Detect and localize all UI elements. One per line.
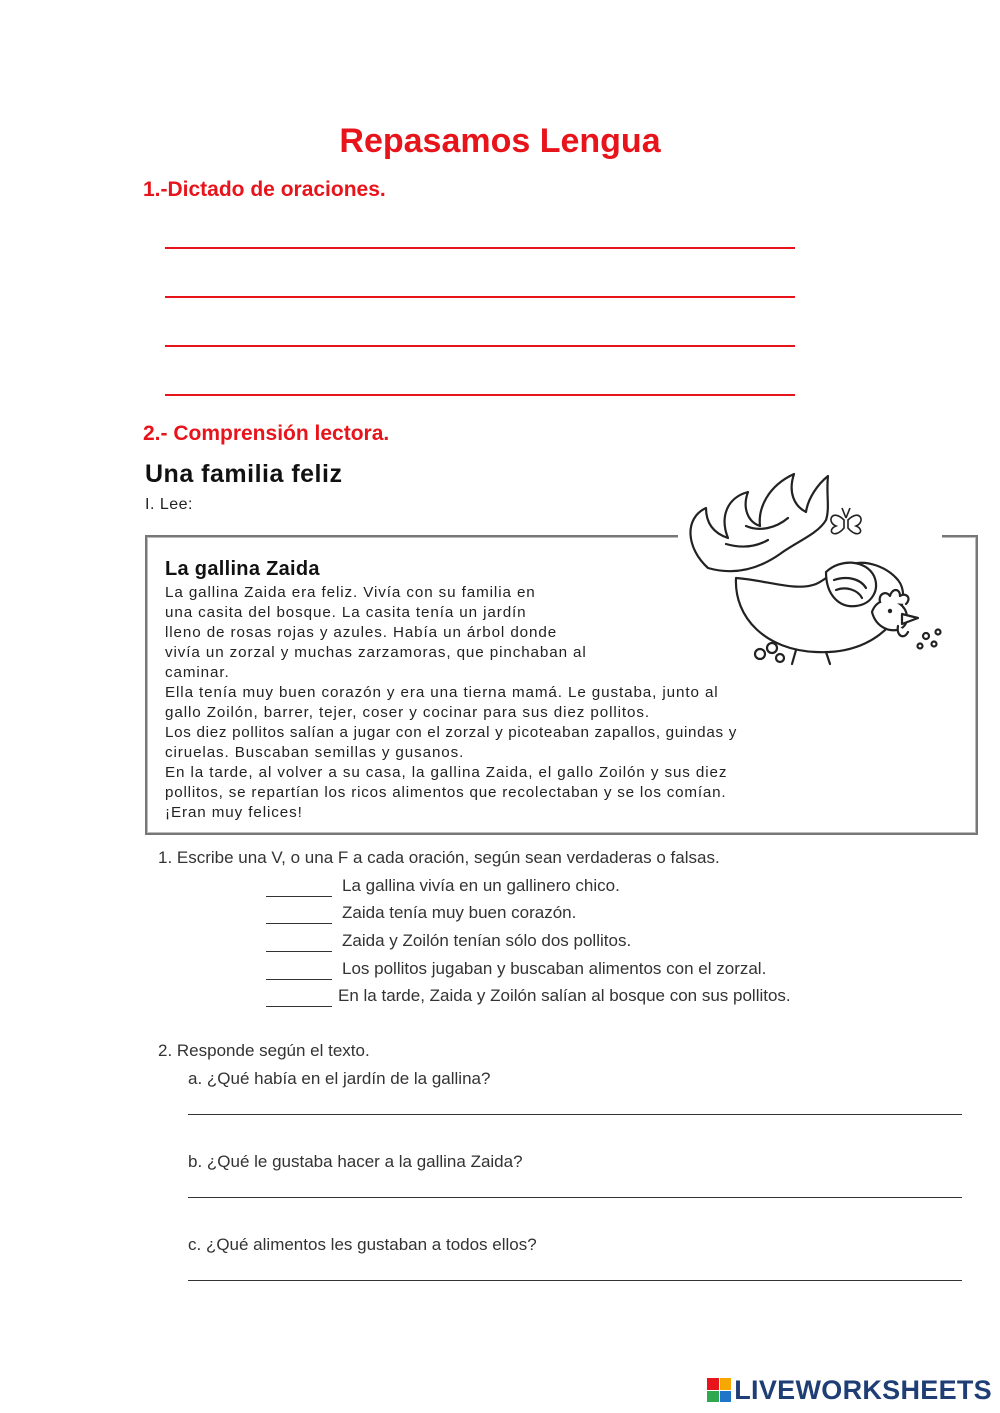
vf-statement: En la tarde, Zaida y Zoilón salían al bosque con sus pollitos.	[338, 986, 791, 1005]
reading-line: La gallina Zaida era feliz. Vivía con su familia en	[165, 584, 536, 601]
liveworksheets-logo-icon	[707, 1378, 731, 1402]
reading-line: ciruelas. Buscaban semillas y gusanos.	[165, 744, 465, 761]
question2-item-a: a. ¿Qué había en el jardín de la gallina?	[188, 1069, 491, 1088]
vf-statement: Zaida tenía muy buen corazón.	[342, 903, 577, 922]
vf-answer-blank[interactable]	[266, 986, 332, 1007]
dictation-line-4[interactable]	[165, 394, 795, 396]
reading-line: caminar.	[165, 664, 230, 681]
vf-answer-blank[interactable]	[266, 876, 332, 897]
dictation-line-3[interactable]	[165, 345, 795, 347]
rooster-illustration	[676, 468, 946, 668]
reading-line: Los diez pollitos salían a jugar con el zorzal y picoteaban zapallos, guindas y	[165, 724, 737, 741]
story-title: Una familia feliz	[145, 460, 343, 488]
liveworksheets-logo[interactable]	[707, 1375, 992, 1405]
vf-statement: Zaida y Zoilón tenían sólo dos pollitos.	[342, 931, 632, 950]
vf-item	[266, 931, 631, 952]
vf-item	[266, 959, 766, 980]
dictation-line-2[interactable]	[165, 296, 795, 298]
liveworksheets-logo-text: LIVEWORKSHEETS	[734, 1374, 992, 1405]
answer-line-c[interactable]	[188, 1280, 962, 1281]
vf-answer-blank[interactable]	[266, 931, 332, 952]
vf-answer-blank[interactable]	[266, 959, 332, 980]
vf-item	[266, 876, 620, 897]
answer-line-b[interactable]	[188, 1197, 962, 1198]
reading-line: ¡Eran muy felices!	[165, 804, 303, 821]
dictation-line-1[interactable]	[165, 247, 795, 249]
vf-statement: Los pollitos jugaban y buscaban alimentos con el zorzal.	[342, 959, 767, 978]
reading-line: gallo Zoilón, barrer, tejer, coser y cocinar para sus diez pollitos.	[165, 704, 650, 721]
reading-line: lleno de rosas rojas y azules. Había un árbol donde	[165, 624, 558, 641]
reading-line: vivía un zorzal y muchas zarzamoras, que pinchaban al	[165, 644, 587, 661]
vf-item	[266, 903, 576, 924]
answer-line-a[interactable]	[188, 1114, 962, 1115]
question2-item-b: b. ¿Qué le gustaba hacer a la gallina Zaida?	[188, 1152, 523, 1171]
reading-title: La gallina Zaida	[165, 558, 320, 580]
reading-line: En la tarde, al volver a su casa, la gallina Zaida, el gallo Zoilón y sus diez	[165, 764, 728, 781]
section2-heading: 2.- Comprensión lectora.	[143, 422, 390, 445]
section1-heading: 1.-Dictado de oraciones.	[143, 178, 386, 201]
reading-line: pollitos, se repartían los ricos alimentos que recolectaban y se los comían.	[165, 784, 727, 801]
page-title: Repasamos Lengua	[339, 122, 661, 160]
read-instruction: I. Lee:	[145, 496, 193, 513]
vf-answer-blank[interactable]	[266, 903, 332, 924]
question2-prompt: 2. Responde según el texto.	[158, 1041, 370, 1060]
vf-item	[266, 986, 791, 1007]
reading-line: Ella tenía muy buen corazón y era una tierna mamá. Le gustaba, junto al	[165, 684, 719, 701]
question1-prompt: 1. Escribe una V, o una F a cada oración, según sean verdaderas o falsas.	[158, 848, 720, 867]
question2-item-c: c. ¿Qué alimentos les gustaban a todos ellos?	[188, 1235, 537, 1254]
vf-statement: La gallina vivía en un gallinero chico.	[342, 876, 620, 895]
reading-line: una casita del bosque. La casita tenía un jardín	[165, 604, 527, 621]
